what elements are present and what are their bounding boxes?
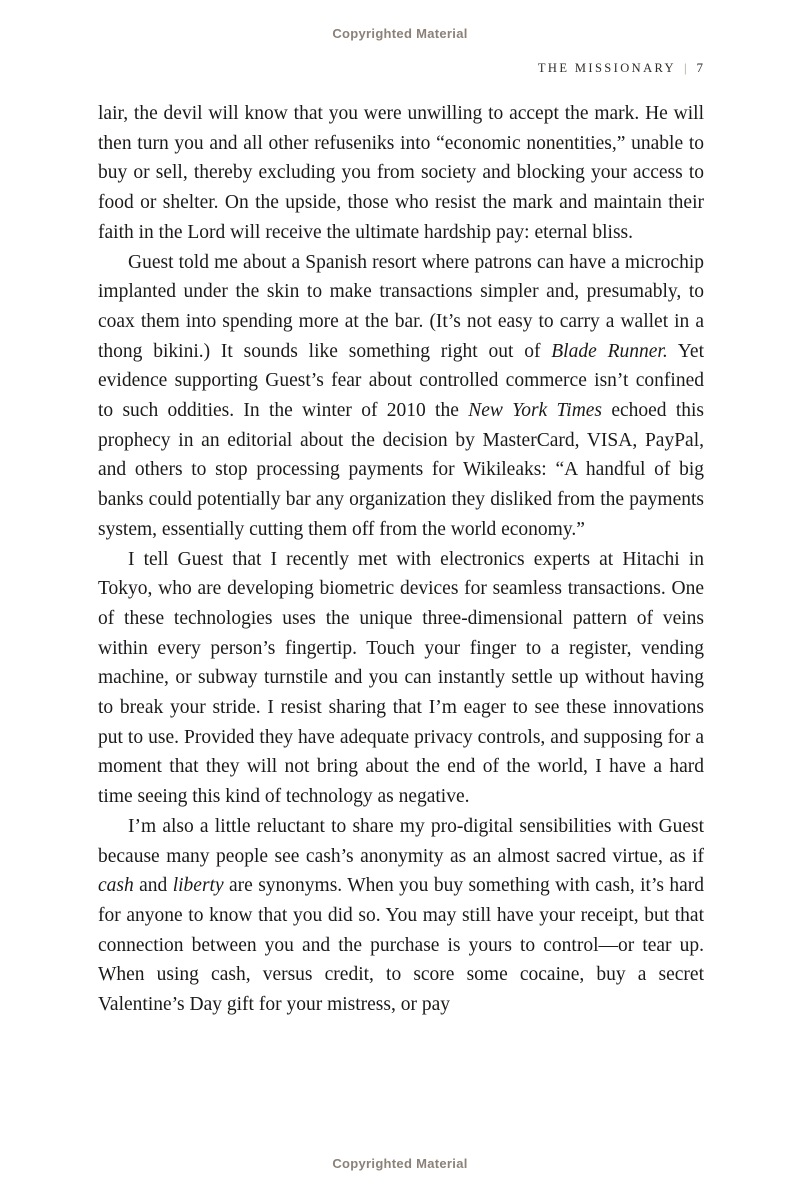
chapter-title: THE MISSIONARY bbox=[537, 61, 676, 75]
text-run: Yet evidence supporting Guest’s fear about controlled commerce isn’t confined to such oddities. In the winter of 2010 the bbox=[98, 340, 705, 422]
body-text bbox=[98, 99, 704, 1020]
copyright-notice-top: Copyrighted Material bbox=[332, 26, 468, 41]
text-run-italic: New York Times bbox=[468, 400, 603, 422]
header-separator: | bbox=[683, 61, 687, 75]
text-run: I tell Guest that I recently met with electronics experts at Hitachi in Tokyo, who are developing biometric devices for seamless transactions. One of these technologies uses the unique three-dimensional pattern of veins within every person’s fingertip. Touch your finger to a register, vending machine, or subway turnstile and you can instantly settle up without having to break your stride. I resist sharing that I’m eager to see these innovations put to use. Provided they have adequate privacy controls, and supposing for a moment that they will not bring about the end of the world, I have a hard time seeing this kind of technology as negative. bbox=[98, 548, 704, 808]
text-run: I’m also a little reluctant to share my pro-digital sensibilities with Guest because many people see cash’s anonymity as an almost sacred virtue, as if bbox=[98, 815, 704, 867]
page-number: 7 bbox=[696, 60, 703, 75]
paragraph bbox=[98, 545, 704, 812]
paragraph bbox=[98, 248, 704, 545]
text-run: are synonyms. When you buy something with cash, it’s hard for anyone to know that you did so. You may still have your receipt, but that connection between you and the purchase is yours to control—or tear up. When using cash, versus credit, to score some cocaine, buy a secret Valentine’s Day gift for your mistress, or pay bbox=[98, 875, 704, 1016]
running-header bbox=[538, 60, 703, 76]
text-run: lair, the devil will know that you were unwilling to accept the mark. He will then turn you and all other refuseniks into “economic nonentities,” unable to buy or sell, thereby excluding you from society and blocking your access to food or shelter. On the upside, those who resist the mark and maintain their faith in the Lord will receive the ultimate hardship pay: eternal bliss. bbox=[98, 103, 704, 243]
text-run: Guest told me about a Spanish resort where patrons can have a microchip implanted under the skin to make transactions simpler and, presumably, to coax them into spending more at the bar. (It’s not easy to carry a wallet in a thong bikini.) It sounds like something right out of bbox=[98, 251, 704, 362]
text-run-italic: liberty bbox=[172, 875, 224, 897]
text-run-italic: cash bbox=[98, 875, 134, 897]
text-run-italic: Blade Runner. bbox=[551, 340, 668, 362]
text-run: echoed this prophecy in an editorial about the decision by MasterCard, VISA, PayPal, and others to stop processing payments for Wikileaks: “A handful of big banks could potentially bar any organization they disliked from the payments system, essentially cutting them off from the world economy.” bbox=[98, 400, 705, 540]
paragraph bbox=[98, 812, 704, 1020]
copyright-notice-bottom: Copyrighted Material bbox=[332, 1156, 468, 1171]
paragraph bbox=[98, 99, 704, 248]
text-run: and bbox=[133, 875, 173, 897]
